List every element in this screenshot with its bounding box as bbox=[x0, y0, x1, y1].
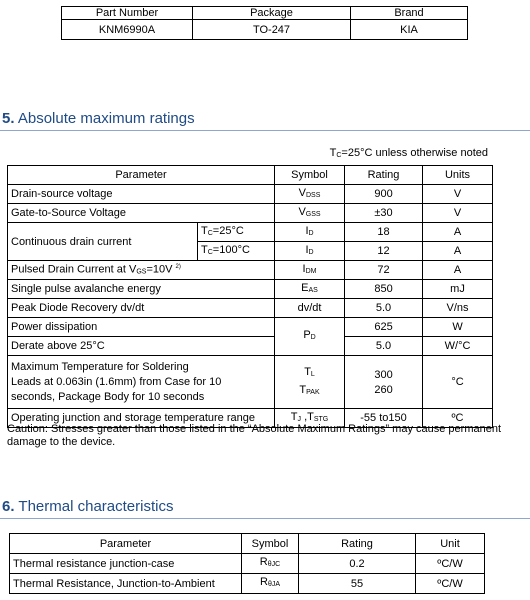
symbol-sub: D bbox=[308, 248, 314, 256]
rating-cell: ±30 bbox=[345, 204, 423, 223]
symbol-main: V bbox=[298, 186, 306, 199]
unit-cell: ºC bbox=[423, 409, 493, 428]
table-row bbox=[8, 337, 493, 356]
header-symbol: Symbol bbox=[275, 166, 345, 185]
symbol-cell bbox=[275, 242, 345, 261]
symbol-sub: DM bbox=[305, 267, 317, 275]
symbol-cell bbox=[275, 318, 345, 356]
rating-cell: 5.0 bbox=[345, 337, 423, 356]
param-cell: Peak Diode Recovery dv/dt bbox=[8, 299, 275, 318]
table-header-row bbox=[10, 534, 485, 554]
param-cell: Power dissipation bbox=[8, 318, 275, 337]
note-prefix: T bbox=[329, 147, 337, 159]
unit-cell: A bbox=[423, 223, 493, 242]
symbol-line-1 bbox=[278, 366, 341, 381]
symbol-sub: θJA bbox=[267, 581, 280, 588]
unit-cell: W/°C bbox=[423, 337, 493, 356]
symbol-main: I bbox=[302, 262, 306, 275]
table-row bbox=[8, 185, 493, 204]
symbol-main: T bbox=[304, 365, 311, 378]
rating-cell: 850 bbox=[345, 280, 423, 299]
rating-line-1: 300 bbox=[374, 368, 393, 381]
table-row bbox=[8, 280, 493, 299]
cond-main: T bbox=[201, 243, 208, 256]
symbol-sub: AS bbox=[308, 286, 318, 294]
unit-cell: A bbox=[423, 242, 493, 261]
rating-cell: 72 bbox=[345, 261, 423, 280]
symbol-cell bbox=[275, 204, 345, 223]
table-row bbox=[10, 574, 485, 594]
package-value: TO-247 bbox=[193, 20, 351, 40]
cond-sub: C bbox=[207, 229, 213, 237]
header-rating: Rating bbox=[345, 166, 423, 185]
conditions-note bbox=[330, 146, 488, 163]
unit-cell: W bbox=[423, 318, 493, 337]
rating-cell: 12 bbox=[345, 242, 423, 261]
table-row bbox=[8, 204, 493, 223]
symbol-sub: D bbox=[310, 334, 316, 341]
header-package: Package bbox=[193, 7, 351, 20]
param-cell: Single pulse avalanche energy bbox=[8, 280, 275, 299]
brand-value: KIA bbox=[351, 20, 468, 40]
rating-line-2: 260 bbox=[374, 383, 393, 396]
table-row bbox=[10, 554, 485, 574]
table-header-row bbox=[62, 7, 468, 20]
table-row bbox=[62, 20, 468, 40]
header-symbol: Symbol bbox=[242, 534, 299, 554]
table-header-row bbox=[8, 166, 493, 185]
rating-cell: 625 bbox=[345, 318, 423, 337]
section-divider bbox=[0, 130, 530, 131]
symbol-main-2: ,T bbox=[301, 410, 314, 423]
param-cell: Gate-to-Source Voltage bbox=[8, 204, 275, 223]
note-sub: C bbox=[336, 152, 342, 159]
table-row bbox=[8, 318, 493, 337]
unit-cell: ºC/W bbox=[416, 554, 485, 574]
section-title: Absolute maximum ratings bbox=[17, 110, 195, 127]
section-title: Thermal characteristics bbox=[18, 498, 174, 515]
header-units: Units bbox=[423, 166, 493, 185]
symbol-cell bbox=[275, 261, 345, 280]
caution-text: Caution: Stresses greater than those listed in the “Absolute Maximum Ratings” may cause permanent damage to the device. bbox=[7, 423, 502, 448]
table-row bbox=[8, 223, 493, 242]
symbol-main: T bbox=[290, 410, 298, 423]
param-cell: Thermal Resistance, Junction-to-Ambient bbox=[10, 574, 242, 594]
unit-cell: ºC/W bbox=[416, 574, 485, 594]
table-row bbox=[8, 261, 493, 280]
param-text: Pulsed Drain Current at V bbox=[11, 263, 137, 276]
param-cell bbox=[8, 261, 275, 280]
header-brand: Brand bbox=[351, 7, 468, 20]
param-cell: Drain-source voltage bbox=[8, 185, 275, 204]
header-rating: Rating bbox=[299, 534, 416, 554]
symbol-cell: dv/dt bbox=[275, 299, 345, 318]
symbol-sub: D bbox=[308, 229, 314, 237]
param-sub: GS bbox=[136, 268, 147, 276]
rating-cell: 55 bbox=[299, 574, 416, 594]
cond-rest: =25°C bbox=[212, 224, 244, 237]
symbol-main: E bbox=[301, 281, 309, 294]
rating-cell bbox=[345, 356, 423, 409]
rating-cell: 0.2 bbox=[299, 554, 416, 574]
rating-cell: 18 bbox=[345, 223, 423, 242]
symbol-cell bbox=[242, 574, 299, 594]
section-6-heading bbox=[2, 497, 530, 517]
symbol-cell bbox=[275, 280, 345, 299]
symbol-sub: DSS bbox=[305, 191, 321, 199]
symbol-main: R bbox=[259, 576, 268, 588]
section-5-heading bbox=[2, 109, 530, 129]
symbol-sub: θJC bbox=[267, 561, 281, 568]
unit-cell: V bbox=[423, 204, 493, 223]
rating-cell: 5.0 bbox=[345, 299, 423, 318]
param-line-3: seconds, Package Body for 10 seconds bbox=[11, 391, 205, 403]
thermal-characteristics-table bbox=[9, 533, 485, 594]
absolute-max-ratings-table bbox=[7, 165, 493, 428]
header-part-number: Part Number bbox=[62, 7, 193, 20]
unit-cell: °C bbox=[423, 356, 493, 409]
symbol-main: T bbox=[299, 383, 307, 396]
param-text-2: =10V bbox=[146, 263, 176, 276]
symbol-main: I bbox=[305, 243, 309, 256]
symbol-main: I bbox=[305, 224, 309, 237]
header-parameter: Parameter bbox=[8, 166, 275, 185]
note-suffix: =25°C unless otherwise noted bbox=[341, 147, 488, 159]
unit-cell: V bbox=[423, 185, 493, 204]
rating-cell: 900 bbox=[345, 185, 423, 204]
param-cell: Continuous drain current bbox=[8, 223, 198, 261]
unit-cell: V/ns bbox=[423, 299, 493, 318]
table-row bbox=[8, 356, 493, 409]
symbol-sub: GSS bbox=[305, 210, 321, 218]
symbol-line-2 bbox=[278, 384, 341, 399]
condition-cell bbox=[198, 242, 275, 261]
header-parameter: Parameter bbox=[10, 534, 242, 554]
param-cell: Thermal resistance junction-case bbox=[10, 554, 242, 574]
condition-cell bbox=[198, 223, 275, 242]
symbol-main: P bbox=[303, 329, 311, 341]
symbol-sub: J bbox=[297, 415, 302, 423]
param-cell: Operating junction and storage temperature range bbox=[8, 409, 275, 428]
symbol-sub: L bbox=[310, 370, 315, 378]
unit-cell: A bbox=[423, 261, 493, 280]
section-number: 6. bbox=[2, 498, 15, 515]
symbol-cell bbox=[275, 185, 345, 204]
param-line-1: Maximum Temperature for Soldering bbox=[11, 361, 189, 373]
cond-sub: C bbox=[207, 248, 213, 256]
table-row bbox=[8, 299, 493, 318]
cond-rest: =100°C bbox=[212, 243, 250, 256]
symbol-main: V bbox=[298, 205, 306, 218]
part-info-table bbox=[61, 6, 468, 40]
part-number-value: KNM6990A bbox=[62, 20, 193, 40]
param-cell bbox=[8, 356, 275, 409]
section-divider bbox=[0, 518, 530, 519]
symbol-main: R bbox=[259, 556, 268, 568]
param-line-2: Leads at 0.063in (1.6mm) from Case for 10 bbox=[11, 376, 222, 388]
symbol-cell bbox=[242, 554, 299, 574]
symbol-cell bbox=[275, 223, 345, 242]
symbol-cell bbox=[275, 356, 345, 409]
unit-cell: mJ bbox=[423, 280, 493, 299]
symbol-sub: PAK bbox=[306, 388, 320, 396]
cond-main: T bbox=[201, 224, 208, 237]
section-number: 5. bbox=[2, 110, 15, 127]
footnote-ref: 2) bbox=[175, 264, 181, 271]
param-cell: Derate above 25°C bbox=[8, 337, 275, 356]
rating-cell: -55 to150 bbox=[345, 409, 423, 428]
symbol-sub-2: STG bbox=[313, 415, 329, 423]
header-unit: Unit bbox=[416, 534, 485, 554]
